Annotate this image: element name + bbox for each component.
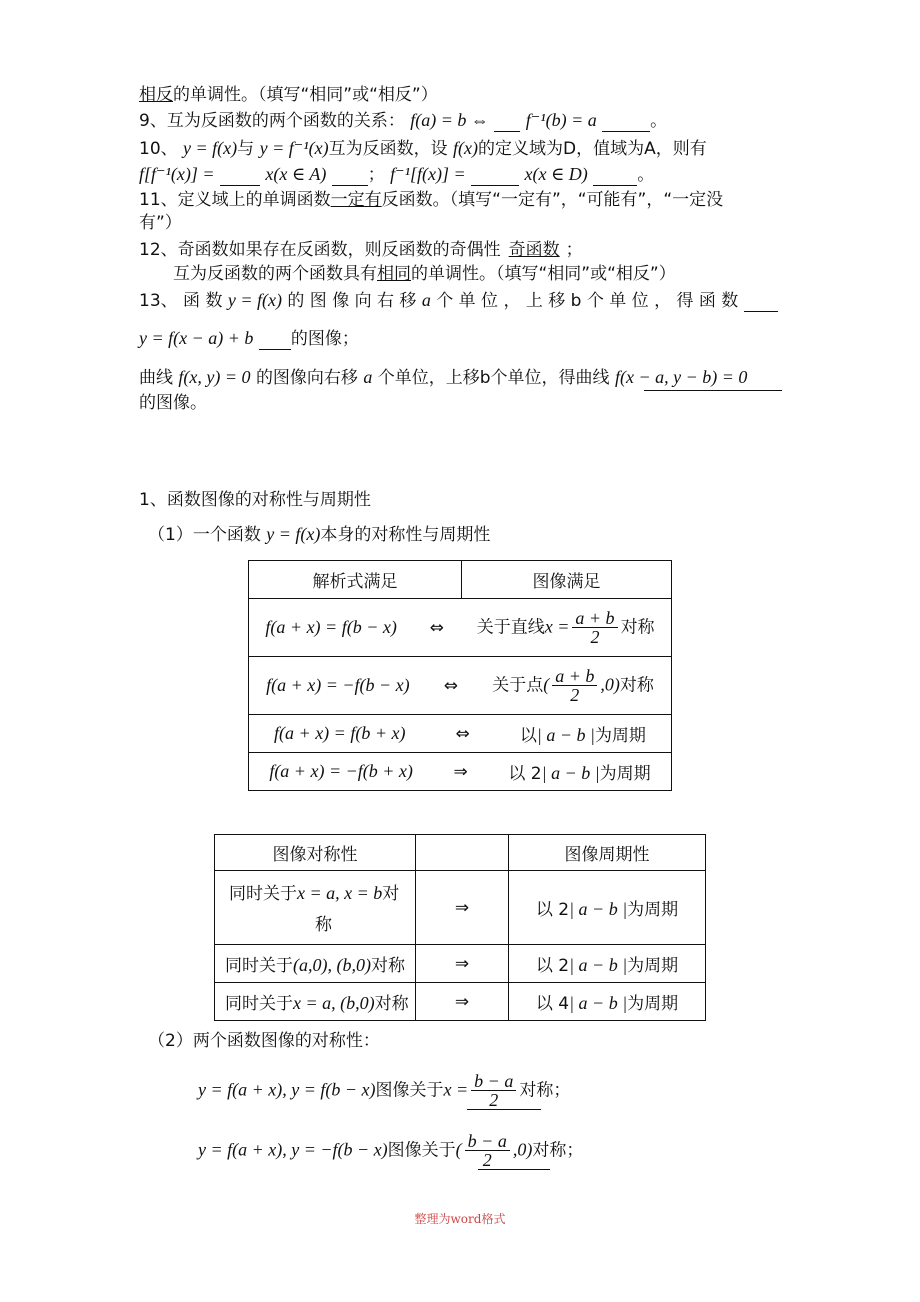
subsection-title: （2）两个函数图像的对称性： [148, 1031, 380, 1051]
item-11-continued: 有”） [139, 213, 182, 233]
two-function-symmetry-line: y = f(a + x), y = f(b − x)图像关于x = $\frac{b - a}{2}$ 对称； [198, 1071, 571, 1110]
answer-underlined: 一定有 [330, 190, 382, 210]
blank [593, 169, 637, 186]
line-monotonicity-answer: 相反的单调性。（填写“相同”或“相反”） [139, 85, 438, 105]
blank [494, 115, 520, 132]
table-row: 同时关于(a,0), (b,0)对称 ⇒ 以 2| a − b |为周期 [215, 945, 706, 983]
table-header: 图像对称性 [215, 835, 416, 871]
table-row: f(a + x) = −f(b − x) ⇔ 关于点( $\frac{a + b}{2}$ ,0)对称 [249, 657, 672, 715]
item-13-continued: y = f(x − a) + b 的图像； [139, 328, 359, 349]
blank [220, 169, 260, 186]
symmetry-implies-period-table [214, 834, 706, 1021]
answer-underlined: 相反 [139, 85, 173, 105]
curve-shift-line-continued: 的图像。 [139, 393, 207, 413]
answer-underlined: 奇函数 [508, 240, 560, 260]
section-title: 1、函数图像的对称性与周期性 [139, 490, 371, 510]
page-footer: 整理为word格式 [414, 1212, 506, 1226]
blank [332, 169, 368, 186]
underline-answer [478, 1169, 550, 1170]
subsection-title: （1）一个函数 y = f(x)本身的对称性与周期性 [148, 524, 491, 545]
item-13: 13、 函 数 y = f(x) 的 图 像 向 右 移 a 个 单 位 ， 上 移 b 个 单 位 ， 得 函 数 [139, 289, 778, 312]
table-header-row [215, 835, 706, 871]
table-row: f(a + x) = f(b − x) ⇔ 关于直线x = $\frac{a + b}{2}$ 对称 [249, 599, 672, 657]
table-row: f(a + x) = −f(b + x) ⇒ 以 2| a − b |为周期 [249, 753, 672, 791]
item-12-continued: 互为反函数的两个函数具有相同的单调性。（填写“相同”或“相反”） [173, 264, 676, 284]
item-10-continued: f[f⁻¹(x)] = x(x ∈ A) ； f⁻¹[f(x)] = x(x ∈ D) 。 [139, 164, 655, 185]
symmetry-period-table [248, 560, 672, 791]
underline-answer [644, 390, 782, 391]
item-10: 10、 y = f(x)与 y = f⁻¹(x)互为反函数，设 f(x)的定义域为D，值域为A，则有 [139, 138, 707, 159]
table-row: f(a + x) = f(b + x) ⇔ 以| a − b |为周期 [249, 715, 672, 753]
table-row: 同时关于x = a, x = b对 称 ⇒ 以 2| a − b |为周期 [215, 871, 706, 945]
blank [744, 295, 778, 312]
table-header: 解析式满足 [249, 561, 462, 599]
two-function-symmetry-line: y = f(a + x), y = −f(b − x)图像关于( $\frac{b - a}{2}$ ,0)对称； [198, 1131, 584, 1170]
answer-underlined: 相同 [377, 264, 411, 284]
blank [471, 169, 519, 186]
item-12: 12、奇函数如果存在反函数，则反函数的奇偶性 奇函数 ； [139, 240, 583, 260]
item-11: 11、定义域上的单调函数一定有反函数。（填写“一定有”，“可能有”，“一定没 [139, 190, 724, 210]
table-header: 图像满足 [462, 561, 672, 599]
curve-shift-line: 曲线 f(x, y) = 0 的图像向右移 a 个单位，上移b个单位，得曲线 f(x − a, y − b) = 0 [139, 367, 748, 388]
blank [602, 115, 650, 132]
item-9: 9、互为反函数的两个函数的关系： f(a) = b ⇔ f⁻¹(b) = a 。 [139, 110, 668, 131]
table-header: 图像周期性 [509, 835, 706, 871]
table-row: 同时关于x = a, (b,0)对称 ⇒ 以 4| a − b |为周期 [215, 983, 706, 1021]
table-header-row [249, 561, 672, 599]
blank [259, 333, 291, 350]
underline-answer [467, 1109, 541, 1110]
